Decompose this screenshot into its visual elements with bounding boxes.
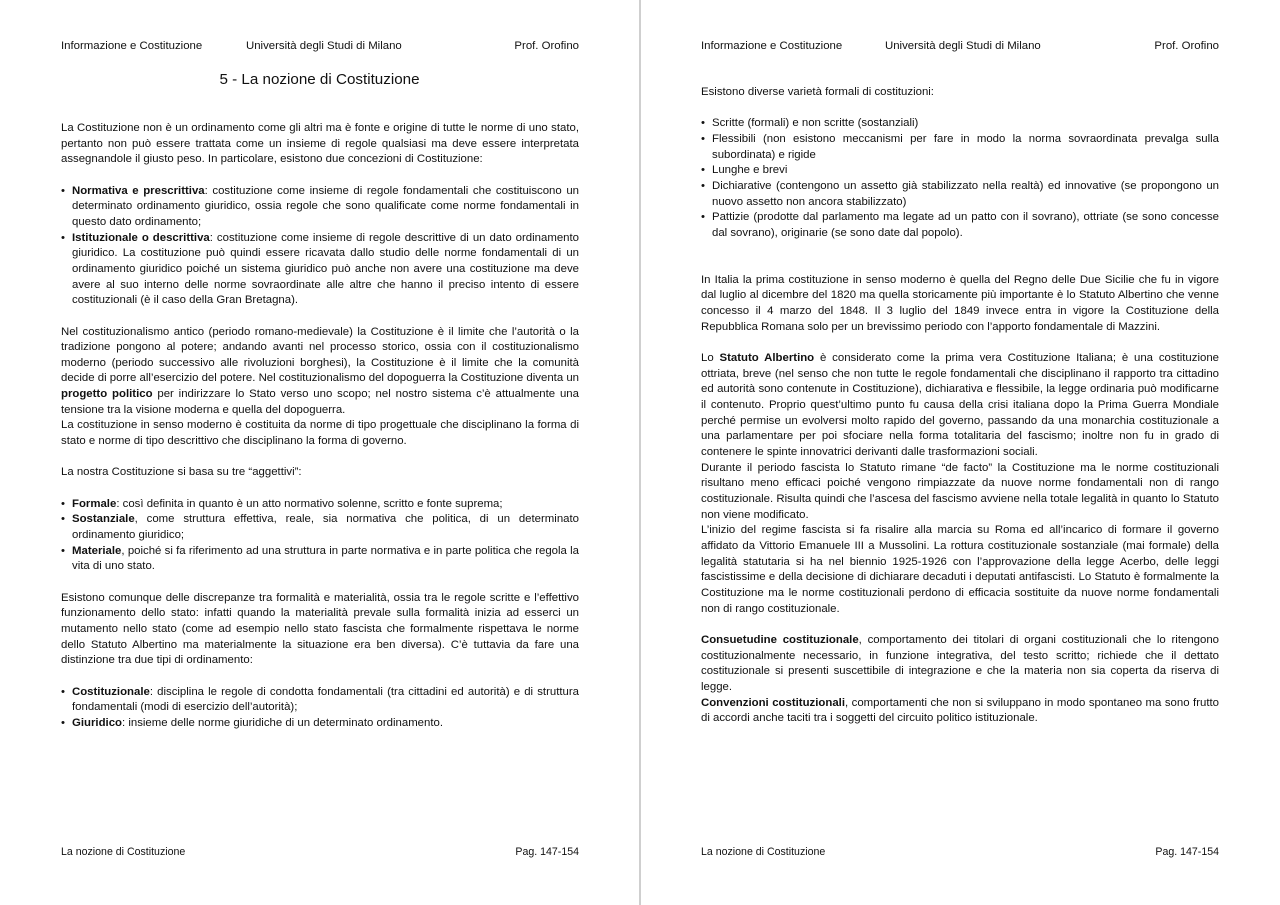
list-item: • Costituzionale: disciplina le regole di condotta fondamentali (tra cittadini ed autorità) e di struttura fondamentali (modi di esercizio dell’autorità); [61, 685, 579, 716]
page-left-body [61, 121, 579, 732]
concezioni-list [61, 184, 579, 309]
header-professor: Prof. Orofino [1154, 40, 1219, 52]
list-item: • Normativa e prescrittiva: costituzione come insieme di regole fondamentali che costituiscono un determinato ordinamento giuridico, ossia regole che sono qualificate come norme fondamentali in questo dato ordinamento; [61, 184, 579, 231]
footer-title: La nozione di Costituzione [61, 846, 186, 858]
header-university: Università degli Studi di Milano [885, 40, 1041, 52]
italia-paragraph: In Italia la prima costituzione in senso moderno è quella del Regno delle Due Sicilie che fu in vigore dal luglio al dicembre del 1820 ma quella storicamente più importante è lo Statuto Albertino che venne concesso il 4 marzo del 1848. Il 3 luglio del 1849 invece entra in vigore la Costituzione della Repubblica Romana solo per un brevissimo periodo con l’apporto fondamentale di Mazzini. [701, 273, 1219, 333]
list-item: • Pattizie (prodotte dal parlamento ma legate ad un patto con il sovrano), ottriate (se sono concesse dal sovrano), originarie (se sono date dal popolo). [701, 210, 1219, 241]
convenzioni-paragraph: Convenzioni costituzionali, comportamenti che non si sviluppano in modo spontaneo ma sono frutto di accordi anche taciti tra i soggetti del circuito politico istituzionale. [701, 696, 1219, 725]
list-item: • Flessibili (non esistono meccanismi per fare in modo la norma sovraordinata prevalga sulla subordinata) e rigide [701, 132, 1219, 163]
footer-title: La nozione di Costituzione [701, 846, 826, 858]
list-item: • Formale: così definita in quanto è un atto normativo solenne, scritto e fonte suprema; [61, 497, 579, 513]
list-item: • Sostanziale, come struttura effettiva, reale, sia normativa che politica, di un determinato ordinamento giuridico; [61, 512, 579, 543]
aggettivi-intro: La nostra Costituzione si basa su tre “aggettivi”: [61, 466, 302, 479]
regime-paragraph: L’inizio del regime fascista si fa risalire alla marcia su Roma ed all’incarico di formare il governo affidato da Vittorio Emanuele III a Mussolini. La rottura costituzionale sostanziale (mai formale) della legalità statutaria si ha nel biennio 1925-1926 con l’approvazione della legge Acerbo, delle leggi fascistissime e della decisione di dichiarare decaduti i deputati antifascisti. Lo Statuto è formalmente la Costituzione ma le norme costituzionali perdono di efficacia sostituite da nuove norme fondamentali non di rango costituzionale. [701, 524, 1219, 615]
statuto-paragraph: Lo Statuto Albertino è considerato come la prima vera Costituzione Italiana; è una costituzione ottriata, breve (nel senso che non tutte le regole fondamentali che disciplinano il rapporto tra cittadino ed autorità sono contenute in Costituzione), dichiarativa e flessibile, la legge ordinaria può modificarne il contenuto. Proprio quest’ultimo punto fu causa della crisi italiana dopo la Prima Guerra Mondiale perché permise un evolversi molto rapido del governo, passando da una monarchia costituzionale a una parlamentare per poi sfociare nella forma totalitaria del fascismo; inoltre non fu in grado di contenere le spinte innovatrici derivanti dalle trasformazioni sociali. [701, 352, 1219, 459]
footer-pages: Pag. 147-154 [515, 846, 579, 858]
page-right-body [701, 85, 1219, 727]
intro-paragraph: La Costituzione non è un ordinamento come gli altri ma è fonte e origine di tutte le norme di uno stato, pertanto non può essere trattata come un insieme di regole qualsiasi ma deve essere interpretata assegnandole il giusto peso. In particolare, esistono due concezioni di Costituzione: [61, 122, 579, 166]
varieta-list [701, 116, 1219, 241]
ordinamenti-list [61, 685, 579, 732]
list-item: • Istituzionale o descrittiva: costituzione come insieme di regole descrittive di un dato ordinamento giuridico. La costituzione può quindi essere ricavata dallo studio delle norme fondamentali di un ordinamento giuridico poiché un sistema giuridico può anche non avere una costituzione ma deve avere al suo interno delle norme sovraordinate alle altre che hanno il preciso intento di essere costituzionali (è il caso della Gran Bretagna). [61, 231, 579, 309]
page-left [0, 0, 639, 905]
header-course: Informazione e Costituzione [701, 40, 843, 52]
list-item: • Giuridico: insieme delle norme giuridiche di un determinato ordinamento. [61, 716, 579, 732]
list-item: • Scritte (formali) e non scritte (sostanziali) [701, 116, 1219, 132]
footer-pages: Pag. 147-154 [1155, 846, 1219, 858]
header-university: Università degli Studi di Milano [246, 40, 402, 52]
list-item: • Dichiarative (contengono un assetto già stabilizzato nella realtà) ed innovative (se propongono un nuovo assetto non ancora stabilizzato) [701, 179, 1219, 210]
fascista-paragraph: Durante il periodo fascista lo Statuto rimane “de facto” la Costituzione ma le norme costituzionali risultano meno efficaci poiché vengono rimpiazzate da nuove norme fondamentali non di rango costituzionale. Risulta quindi che l’ascesa del fascismo avviene nella totale legalità in quanto lo Statuto non viene modificato. [701, 461, 1219, 521]
list-item: • Lunghe e brevi [701, 163, 1219, 179]
page-right [641, 0, 1280, 905]
list-item: • Materiale, poiché si fa riferimento ad una struttura in parte normativa e in parte politica che regola la vita di uno stato. [61, 544, 579, 575]
costituzionalismo-paragraph: Nel costituzionalismo antico (periodo romano-medievale) la Costituzione è il limite che l’autorità o la tradizione pongono al potere; andando avanti nel processo storico, ossia con il costituzionalismo moderno (periodo successivo alle rivoluzioni borghesi), la Costituzione è il limite che la comunità decide di porre all’esercizio del potere. Nel costituzionalismo del dopoguerra la Costituzione diventa un progetto politico per indirizzare lo Stato verso uno scopo; nel nostro sistema c’è attualmente una tensione tra la visione moderna e quella del dopoguerra. [61, 325, 579, 416]
aggettivi-list [61, 497, 579, 575]
discrepanze-paragraph: Esistono comunque delle discrepanze tra formalità e materialità, ossia tra le regole scritte e l’effettivo funzionamento dello stato: infatti quando la materialità prevale sulla formalità inizia ad esserci un mutamento nello stato (come ad esempio nello stato fascista che formalmente rispettava le norme dello Statuto Albertino ma materialmente la situazione era ben diversa). C’è tuttavia da fare una distinzione tra due tipi di ordinamento: [61, 591, 579, 667]
header-professor: Prof. Orofino [514, 40, 579, 52]
costituzione-moderna-paragraph: La costituzione in senso moderno è costituita da norme di tipo progettuale che disciplinano la forma di stato e norme di tipo descrittivo che disciplinano la forma di governo. [61, 419, 579, 448]
header-course: Informazione e Costituzione [61, 40, 203, 52]
varieta-intro: Esistono diverse varietà formali di costituzioni: [701, 86, 934, 98]
page-title: 5 - La nozione di Costituzione [219, 71, 420, 88]
consuetudine-paragraph: Consuetudine costituzionale, comportamento dei titolari di organi costituzionali che lo ritengono costituzionalmente necessario, in funzione integrativa, del testo scritto; richiede che il dettato costituzionale si presenti suscettibile di integrazione e che la materia non sia coperta da riserva di legge. [701, 633, 1219, 693]
